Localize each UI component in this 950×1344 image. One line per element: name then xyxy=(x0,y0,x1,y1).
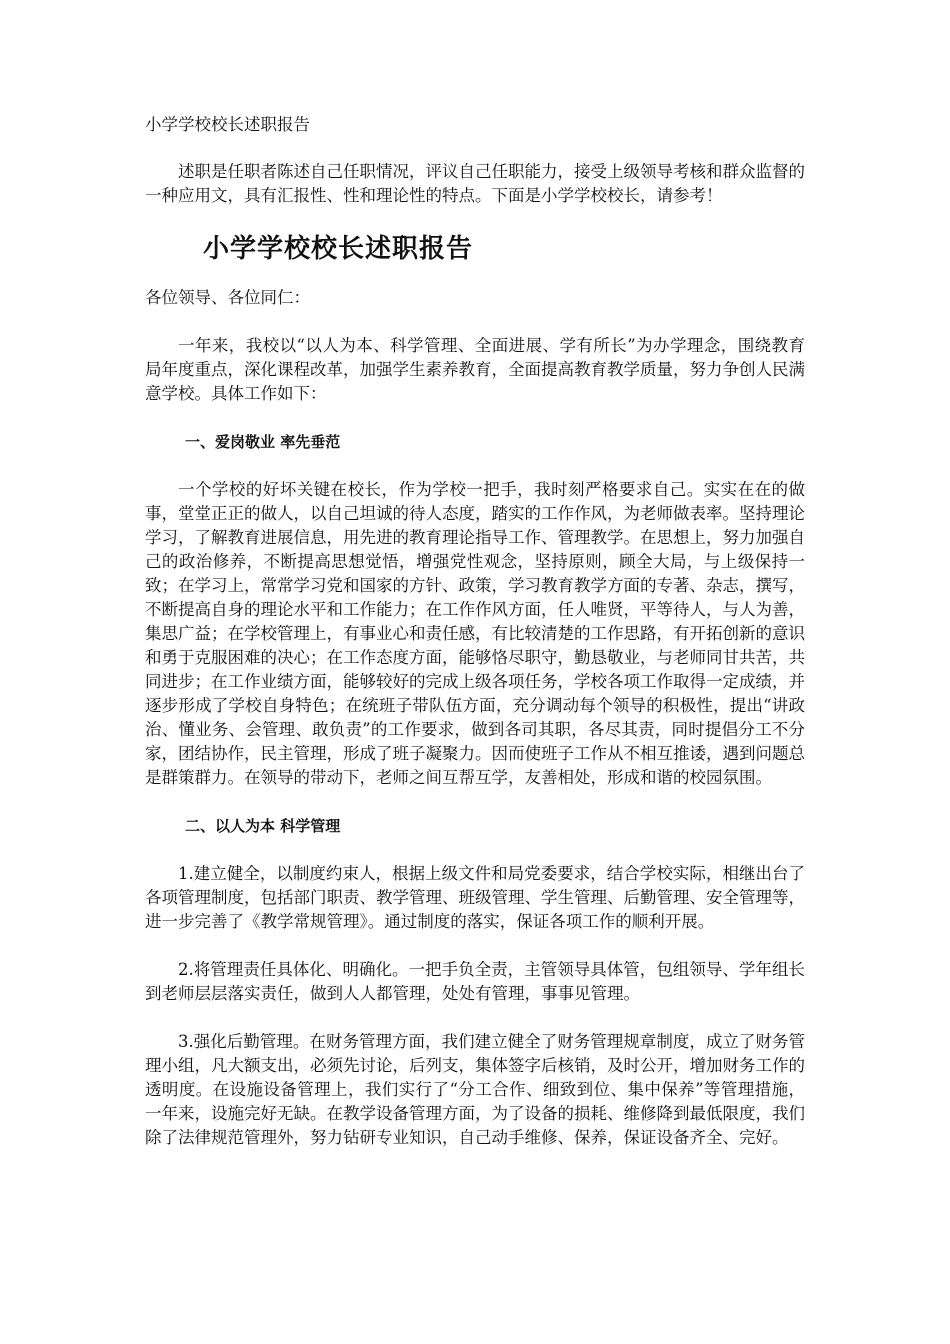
document-page xyxy=(145,113,805,1174)
section-1-body: 一个学校的好坏关键在校长，作为学校一把手，我时刻严格要求自己。实实在在的做事，堂堂正正的做人，以自己坦诚的待人态度，踏实的工作作风，为老师做表率。坚持理论学习，了解教育进展信息，用先进的教育理论指导工作、管理教学。在思想上，努力加强自己的政治修养，不断提高思想觉悟，增强党性观念，坚持原则，顾全大局，与上级保持一致；在学习上，常常学习党和国家的方针、政策，学习教育教学方面的专著、杂志，撰写，不断提高自身的理论水平和工作能力；在工作作风方面，任人唯贤，平等待人，与人为善，集思广益；在学校管理上，有事业心和责任感，有比较清楚的工作思路，有开拓创新的意识和勇于克服困难的决心；在工作态度方面，能够恪尽职守，勤恳敬业，与老师同甘共苦，共同进步；在工作业绩方面，能够较好的完成上级各项任务，学校各项工作取得一定成绩，并逐步形成了学校自身特色；在统班子带队伍方面，充分调动每个领导的积极性，提出“讲政治、懂业务、会管理、敢负责”的工作要求，做到各司其职，各尽其责，同时提倡分工不分家，团结协作，民主管理，形成了班子凝聚力。因而使班子工作从不相互推诿，遇到问题总是群策群力。在领导的带动下，老师之间互帮互学，友善相处，形成和谐的校园氛围。 xyxy=(145,480,805,787)
section-2-item-3: 3.强化后勤管理。在财务管理方面，我们建立健全了财务管理规章制度，成立了财务管理小组，凡大额支出，必须先讨论，后列支，集体签字后核销，及时公开，增加财务工作的透明度。在设施设备管理上，我们实行了“分工合作、细致到位、集中保养”等管理措施，一年来，设施完好无缺。在教学设备管理方面，为了设备的损耗、维修降到最低限度，我们除了法律规范管理外，努力钻研专业知识，自己动手维修、保养，保证设备齐全、完好。 xyxy=(145,1032,805,1147)
section-2-item-2: 2.将管理责任具体化、明确化。一把手负全责，主管领导具体管，包组领导、学年组长到老师层层落实责任，做到人人都管理，处处有管理，事事见管理。 xyxy=(145,960,805,1003)
section-1-heading: 一、爱岗敬业 率先垂范 xyxy=(185,433,341,451)
report-title: 小学学校校长述职报告 xyxy=(203,234,474,264)
intro-paragraph: 述职是任职者陈述自己任职情况，评议自己任职能力，接受上级领导考核和群众监督的一种应用文，具有汇报性、性和理论性的特点。下面是小学学校校长，请参考！ xyxy=(145,162,805,205)
section-2-heading: 二、以人为本 科学管理 xyxy=(185,817,341,835)
section-2-item-1: 1.建立健全，以制度约束人，根据上级文件和局党委要求，结合学校实际，相继出台了各项管理制度，包括部门职责、教学管理、班级管理、学生管理、后勤管理、安全管理等，进一步完善了《教学常规管理》。通过制度的落实，保证各项工作的顺利开展。 xyxy=(145,864,805,931)
salutation: 各位领导、各位同仁： xyxy=(145,288,310,307)
opening-paragraph: 一年来，我校以“以人为本、科学管理、全面进展、学有所长”为办学理念，围绕教育局年度重点，深化课程改革，加强学生素养教育，全面提高教育教学质量，努力争创人民满意学校。具体工作如下： xyxy=(145,336,805,403)
document-title: 小学学校校长述职报告 xyxy=(145,115,310,134)
